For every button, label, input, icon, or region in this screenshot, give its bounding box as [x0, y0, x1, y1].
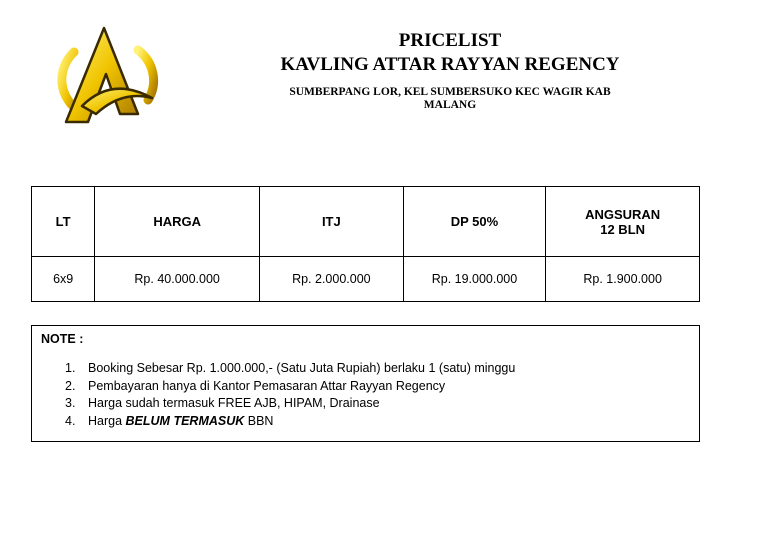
- header-angsuran-line2: 12 BLN: [600, 221, 646, 237]
- table-row: [32, 257, 700, 302]
- table-header-row: [32, 187, 700, 257]
- list-item-number: 1.: [65, 361, 76, 375]
- project-address: SUMBERPANG LOR, KEL SUMBERSUKO KEC WAGIR KAB MALANG: [289, 86, 611, 111]
- header-dp: DP 50%: [403, 187, 546, 257]
- note-box: [31, 325, 700, 442]
- page-title: PRICELIST: [398, 30, 502, 51]
- cell-angsuran: Rp. 1.900.000: [546, 257, 700, 302]
- project-name: KAVLING ATTAR RAYYAN REGENCY: [280, 54, 620, 75]
- list-item-number: 4.: [65, 413, 76, 428]
- note-title: NOTE :: [41, 332, 84, 346]
- list-item-number: 3.: [65, 396, 76, 410]
- list-item-emphasis: BELUM TERMASUK: [125, 413, 245, 428]
- list-item-number: 2.: [65, 378, 76, 393]
- list-item-text-post: BBN: [244, 413, 274, 428]
- cell-itj: Rp. 2.000.000: [260, 257, 404, 302]
- header-angsuran-line1: ANGSURAN: [585, 206, 661, 222]
- list-item-text: [88, 413, 273, 431]
- list-item-text-pre: Harga: [88, 413, 126, 428]
- header-lt: LT: [32, 187, 95, 257]
- header-harga: HARGA: [95, 187, 260, 257]
- header-angsuran: [546, 187, 700, 257]
- cell-dp: Rp. 19.000.000: [403, 257, 546, 302]
- list-item-text: Pembayaran hanya di Kantor Pemasaran Attar Rayyan Regency: [88, 378, 446, 393]
- list-item-text: Harga sudah termasuk FREE AJB, HIPAM, Drainase: [88, 396, 380, 410]
- header-itj: ITJ: [260, 187, 404, 257]
- document-header: [270, 28, 630, 112]
- letter-a-logo-icon: [52, 22, 162, 128]
- list-item-text: Booking Sebesar Rp. 1.000.000,- (Satu Juta Rupiah) berlaku 1 (satu) minggu: [88, 361, 516, 375]
- cell-harga: Rp. 40.000.000: [95, 257, 260, 302]
- cell-lt: 6x9: [32, 257, 95, 302]
- price-table: [31, 186, 700, 302]
